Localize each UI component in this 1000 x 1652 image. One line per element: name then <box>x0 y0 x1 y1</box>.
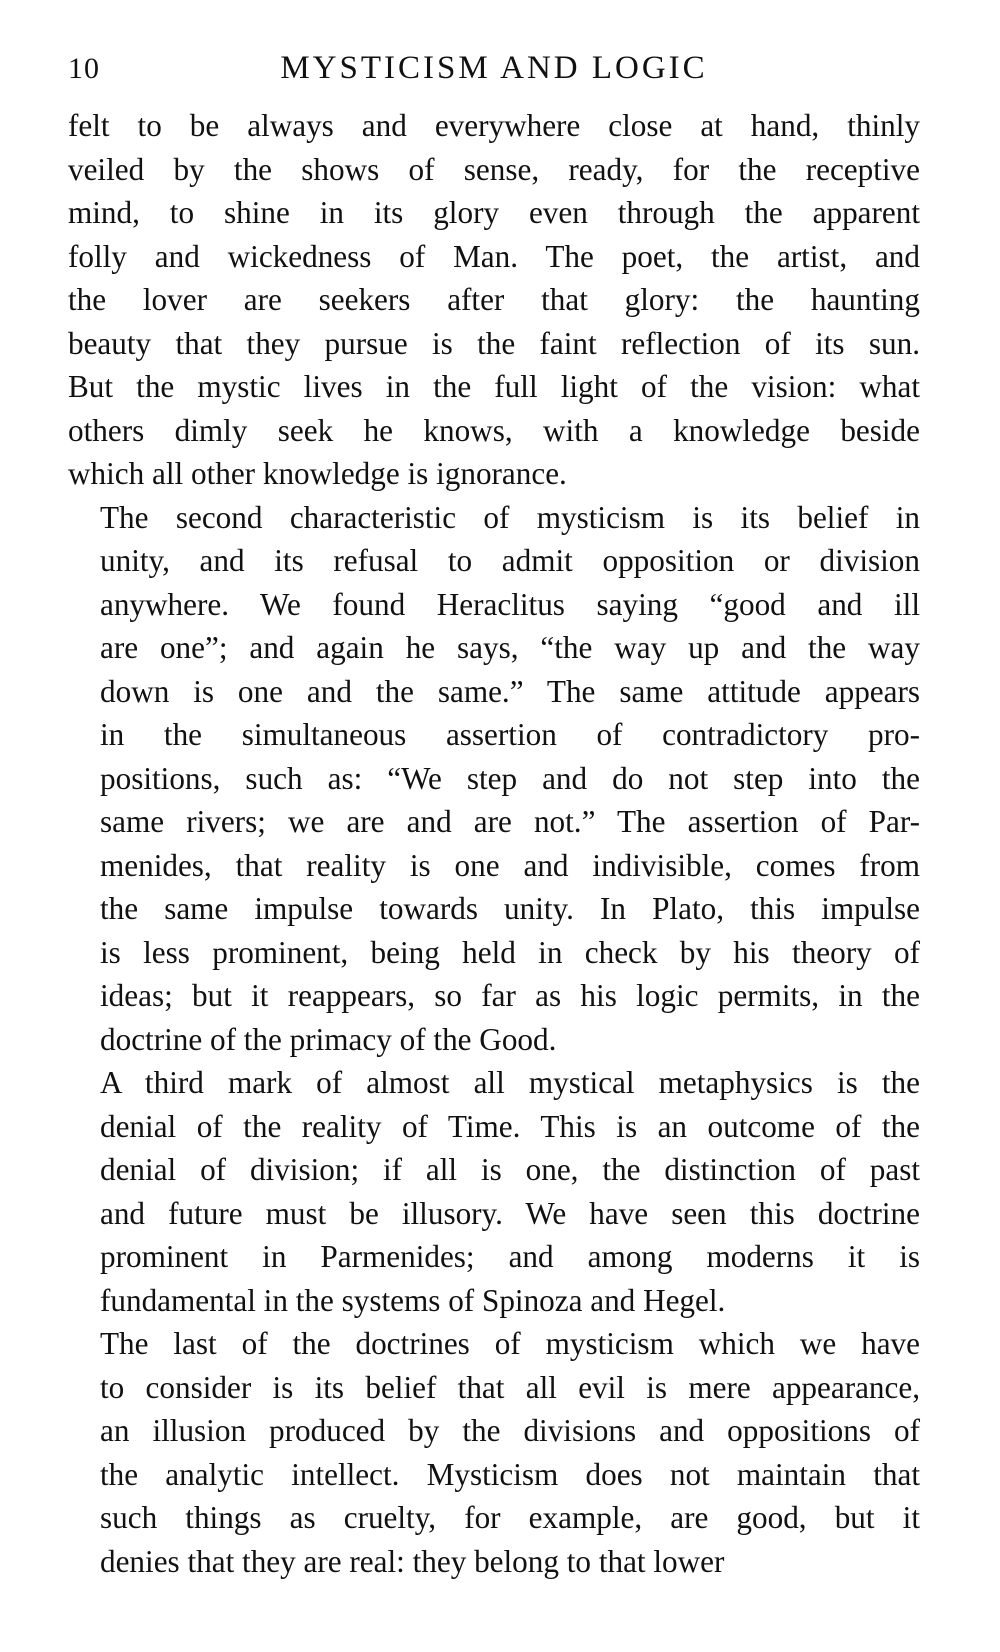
text-line: unity, and its refusal to admit opposition or division <box>100 543 920 578</box>
text-line: are one”; and again he says, “the way up and the way <box>100 630 920 665</box>
text-line: fundamental in the systems of Spinoza and Hegel. <box>100 1282 726 1318</box>
text-line: beauty that they pursue is the faint reflection of its sun. <box>68 325 920 361</box>
text-line: doctrine of the primacy of the Good. <box>100 1021 557 1057</box>
text-line: such things as cruelty, for example, are good, but it <box>100 1500 920 1535</box>
text-line: in the simultaneous assertion of contradictory pro- <box>100 717 920 752</box>
paragraph <box>68 1061 920 1322</box>
text-line: felt to be always and everywhere close at hand, thinly <box>68 108 920 143</box>
book-page <box>68 48 920 1583</box>
text-line: menides, that reality is one and indivisible, comes from <box>100 847 920 883</box>
text-line: the analytic intellect. Mysticism does not maintain that <box>100 1456 920 1492</box>
text-line: is less prominent, being held in check by his theory of <box>100 934 920 970</box>
text-line: positions, such as: “We step and do not step into the <box>100 760 920 796</box>
text-line: same rivers; we are and are not.” The assertion of Par- <box>100 804 920 839</box>
text-line: denial of division; if all is one, the distinction of past <box>100 1152 920 1187</box>
book-title: MYSTICISM AND LOGIC <box>280 50 708 86</box>
text-line: anywhere. We found Heraclitus saying “good and ill <box>100 586 920 622</box>
text-line: The second characteristic of mysticism is its belief in <box>100 499 920 535</box>
body-text <box>68 104 920 1583</box>
text-line: mind, to shine in its glory even through the apparent <box>68 195 920 230</box>
text-line: The last of the doctrines of mysticism which we have <box>100 1326 920 1361</box>
text-line: folly and wickedness of Man. The poet, the artist, and <box>68 238 920 274</box>
text-line: the lover are seekers after that glory: the haunting <box>68 282 920 317</box>
text-line: an illusion produced by the divisions and oppositions of <box>100 1413 920 1448</box>
text-line: others dimly seek he knows, with a knowledge beside <box>68 412 920 448</box>
text-line: A third mark of almost all mystical metaphysics is the <box>100 1065 920 1100</box>
paragraph <box>68 496 920 1062</box>
text-line: the same impulse towards unity. In Plato, this impulse <box>100 891 920 926</box>
text-line: ideas; but it reappears, so far as his logic permits, in the <box>100 978 920 1013</box>
text-line: denial of the reality of Time. This is an outcome of the <box>100 1108 920 1144</box>
text-line: down is one and the same.” The same attitude appears <box>100 673 920 709</box>
text-line: denies that they are real: they belong to that lower <box>100 1543 725 1579</box>
text-line: But the mystic lives in the full light of the vision: what <box>68 369 920 404</box>
text-line: which all other knowledge is ignorance. <box>68 456 567 491</box>
text-line: prominent in Parmenides; and among moderns it is <box>100 1239 920 1274</box>
text-line: veiled by the shows of sense, ready, for the receptive <box>68 151 920 187</box>
paragraph <box>68 1322 920 1583</box>
paragraph <box>68 104 920 496</box>
text-line: and future must be illusory. We have seen this doctrine <box>100 1195 920 1231</box>
text-line: to consider is its belief that all evil is mere appearance, <box>100 1369 920 1405</box>
page-number: 10 <box>68 52 100 85</box>
running-head <box>68 48 920 100</box>
